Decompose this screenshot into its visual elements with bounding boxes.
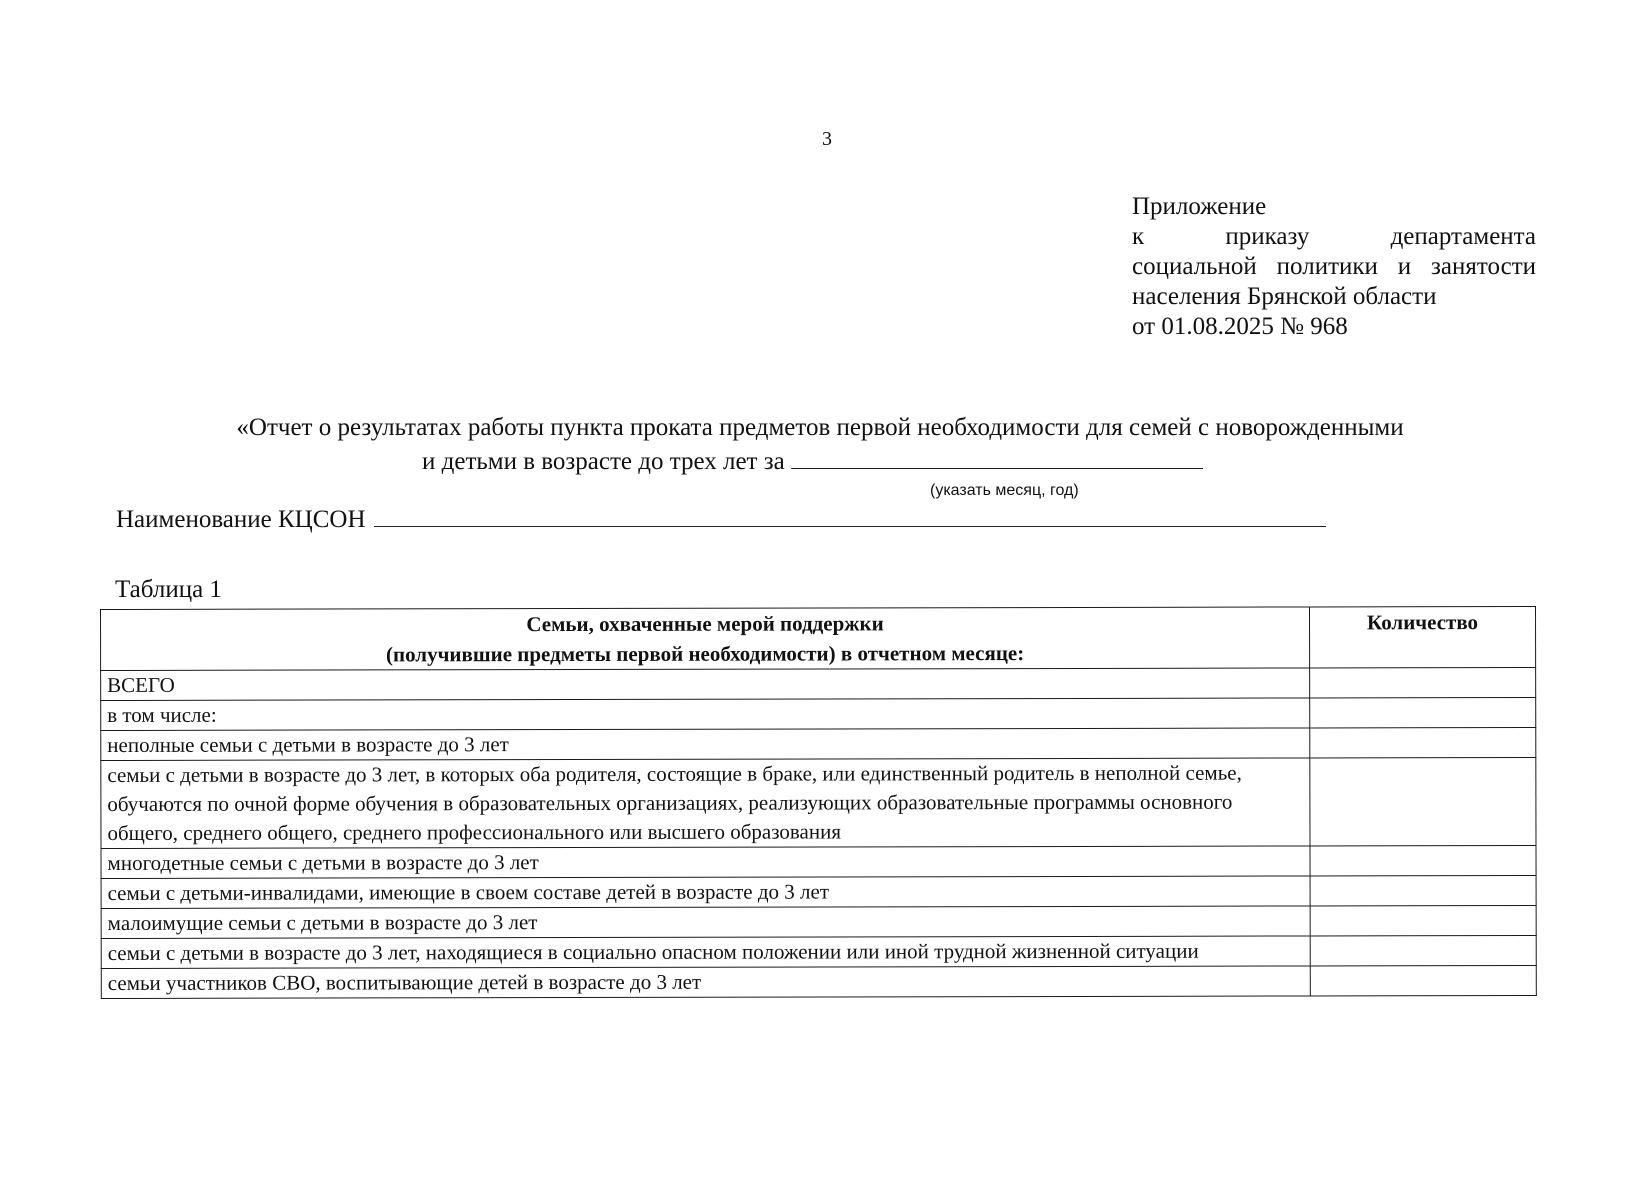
table-row (101, 875, 1536, 908)
row-quantity-cell[interactable] (1310, 965, 1536, 995)
table-row (101, 935, 1536, 968)
appendix-line-order: к приказу департамента (1132, 223, 1536, 250)
row-category: семьи с детьми в возрасте до 3 лет, находящиеся в социально опасном положении или иной трудной жизненной ситуации (101, 936, 1310, 969)
row-quantity-cell[interactable] (1310, 667, 1536, 697)
row-category: семьи с детьми в возрасте до 3 лет, в которых оба родителя, состоящие в браке, или единственный родитель в неполной семье, обучаются по очной форме обучения в образовательных организациях, реализующих образовательные программы основного общего, среднего общего, среднего профессионального или высшего образования (101, 758, 1310, 849)
appendix-line-date-number: от 01.08.2025 № 968 (1132, 313, 1348, 340)
table-row (101, 727, 1536, 760)
report-title (140, 411, 1500, 479)
organization-blank-line[interactable] (374, 508, 1326, 527)
organization-field (116, 506, 1326, 534)
row-category: малоимущие семьи с детьми в возрасте до 3 лет (101, 906, 1310, 939)
organization-label: Наименование КЦСОН (116, 506, 366, 533)
row-category: многодетные семьи с детьми в возрасте до 3 лет (101, 846, 1310, 879)
row-quantity-cell[interactable] (1310, 845, 1536, 875)
table-caption: Таблица 1 (115, 576, 222, 603)
support-report-table (100, 606, 1537, 999)
table-row (101, 965, 1536, 998)
page-number: 3 (822, 128, 832, 150)
header-families-line-2: (получившие предметы первой необходимости) в отчетном месяце: (385, 641, 1025, 667)
row-category: семьи с детьми-инвалидами, имеющие в своем составе детей в возрасте до 3 лет (101, 876, 1310, 909)
row-quantity-cell[interactable] (1310, 905, 1536, 935)
row-category: в том числе: (101, 698, 1310, 731)
report-title-line-2-wrap (140, 445, 1500, 479)
table-row (101, 757, 1536, 848)
header-families (101, 607, 1310, 671)
appendix-line-department: социальной политики и занятости (1132, 253, 1536, 280)
row-category: ВСЕГО (101, 668, 1310, 701)
period-hint: (указать месяц, год) (930, 482, 1079, 499)
appendix-block (1132, 192, 1536, 342)
appendix-line-region: населения Брянской области (1132, 283, 1437, 310)
row-category: семьи участников СВО, воспитывающие детей в возрасте до 3 лет (101, 966, 1310, 999)
table-row (101, 845, 1536, 878)
row-quantity-cell[interactable] (1310, 935, 1536, 965)
report-title-line-1: «Отчет о результатах работы пункта проката предметов первой необходимости для семей с новорожденными (236, 414, 1404, 441)
period-blank-line[interactable] (791, 450, 1203, 469)
table-header-row (101, 606, 1536, 670)
appendix-title: Приложение (1132, 193, 1267, 220)
table-row (101, 905, 1536, 938)
row-quantity-cell[interactable] (1310, 757, 1536, 845)
row-quantity-cell[interactable] (1310, 875, 1536, 905)
table-row (101, 697, 1536, 730)
table-row (101, 667, 1536, 700)
header-families-line-1: Семьи, охваченные мерой поддержки (526, 611, 884, 637)
header-quantity: Количество (1309, 606, 1535, 667)
row-quantity-cell[interactable] (1310, 697, 1536, 727)
report-title-line-2: и детьми в возрасте до трех лет за (422, 448, 785, 475)
row-quantity-cell[interactable] (1310, 727, 1536, 757)
row-category: неполные семьи с детьми в возрасте до 3 лет (101, 728, 1310, 761)
